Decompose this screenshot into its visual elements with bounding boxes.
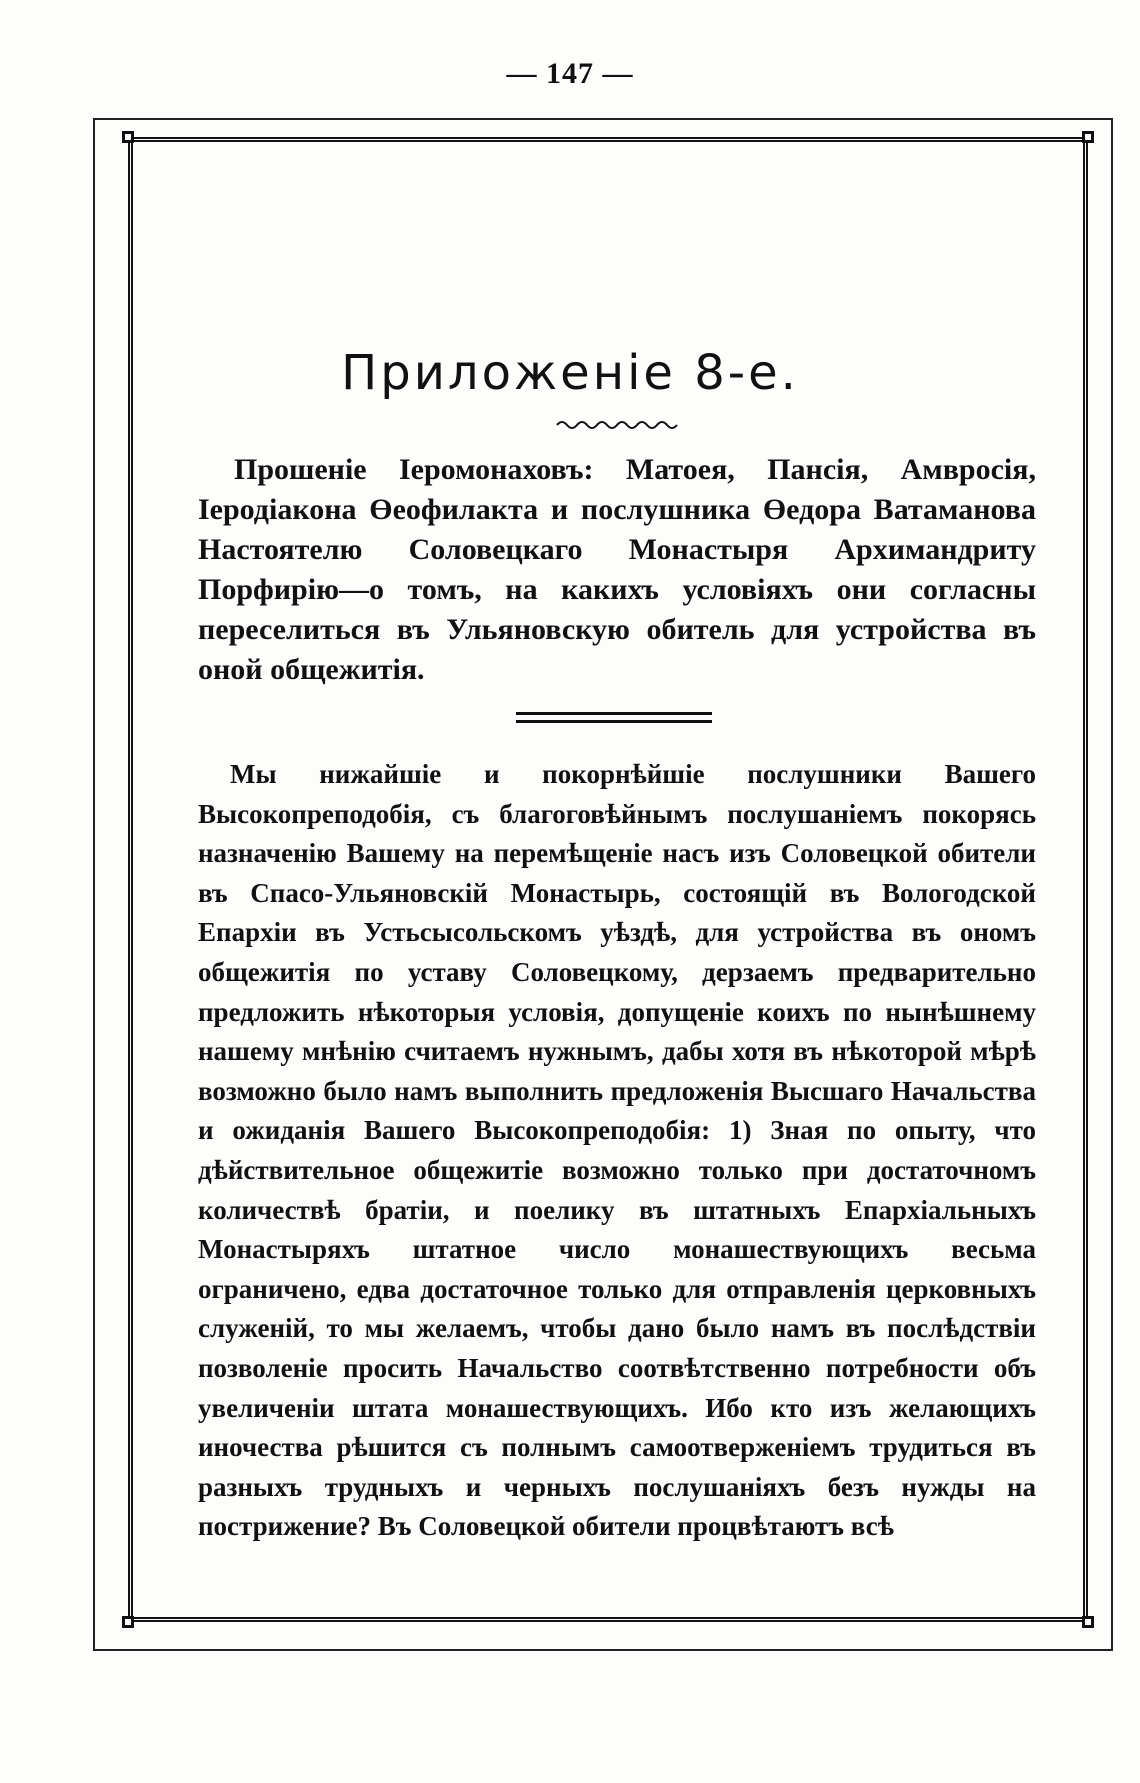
divider-rule	[516, 712, 712, 715]
petition-body-text: Мы нижайшiе и покорнѣйшiе послушники Вашего Высокопреподобiя, съ благоговѣйнымъ послушанiемъ покорясь назначенiю Вашему на перемѣщенiе насъ изъ Соловецкой обители въ Спасо-Ульяновскiй Монастырь, состоящiй въ Вологодской Епархiи въ Устьсысольскомъ уѣздѣ, для устройства въ ономъ общежитiя по уставу Соловецкому, дерзаемъ предварительно предложить нѣкоторыя условiя, допущенiе коихъ по нынѣшнему нашему мнѣнiю считаемъ нужнымъ, дабы хотя въ нѣкоторой мѣрѣ возможно было намъ выполнить предложенiя Высшаго Начальства и ожиданiя Вашего Высокопреподобiя: 1) Зная по опыту, что дѣйствительное общежитiе возможно только при достаточномъ количествѣ братiи, и поелику въ штатныхъ Епархiальныхъ Монастыряхъ штатное число монашествующихъ весьма ограничено, едва достаточное только для отправленiя церковныхъ служенiй, то мы желаемъ, чтобы дано было намъ въ послѣдствiи позволенiе просить Начальство соотвѣтственно потребности объ увеличенiи штата монашествующихъ. Ибо кто изъ желающихъ иночества рѣшится съ полнымъ самоотверженiемъ трудиться въ разныхъ трудныхъ и черныхъ послушанiяхъ безъ нужды на пострижение? Въ Соловецкой обители процвѣтаютъ всѣ	[198, 759, 1036, 1542]
decorative-wave-divider	[555, 418, 685, 432]
frame-corner-ornament	[122, 131, 134, 143]
frame-corner-ornament	[122, 1616, 134, 1628]
frame-corner-ornament	[1082, 131, 1094, 143]
divider-rule	[516, 720, 712, 723]
appendix-title: Приложенiе 8-е.	[341, 345, 799, 401]
page-number: — 147 —	[506, 57, 634, 90]
petition-heading: Прошенiе Iеромонаховъ: Матоея, Пансiя, Амвросiя, Iеродiакона Өеофилакта и послушника Өедора Ватаманова Настоятелю Соловецкаго Монастыря Архимандриту Порфирiю—о томъ, на какихъ условiяхъ они согласны переселиться въ Ульяновскую обитель для устройства въ оной общежитiя.	[198, 453, 1036, 686]
frame-corner-ornament	[1082, 1616, 1094, 1628]
